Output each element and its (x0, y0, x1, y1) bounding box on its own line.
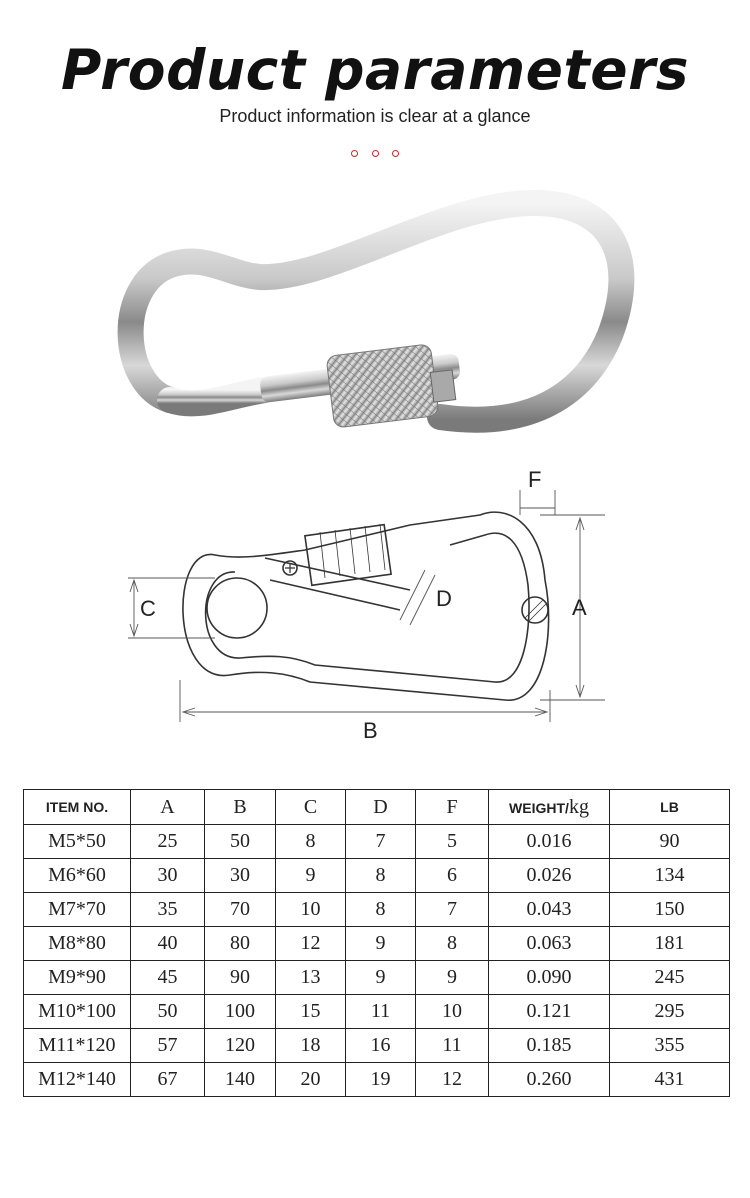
table-row (24, 825, 730, 859)
header-item: ITEM NO. (24, 790, 131, 825)
cell-b: 140 (205, 1063, 276, 1097)
header-a: A (131, 790, 205, 825)
decorative-dots (351, 150, 399, 160)
outline-outer (183, 512, 549, 700)
cell-d: 8 (346, 893, 416, 927)
cell-d: 16 (346, 1029, 416, 1063)
knurled-sleeve (326, 344, 439, 428)
cell-a: 45 (131, 961, 205, 995)
cell-weight: 0.185 (489, 1029, 610, 1063)
cell-weight: 0.026 (489, 859, 610, 893)
cell-lb: 295 (610, 995, 730, 1029)
cell-d: 8 (346, 859, 416, 893)
outline-inner (206, 533, 529, 682)
cell-f: 9 (416, 961, 489, 995)
cell-weight: 0.063 (489, 927, 610, 961)
label-a: A (572, 595, 587, 620)
dot-icon (351, 150, 358, 157)
cell-c: 10 (276, 893, 346, 927)
cell-c: 8 (276, 825, 346, 859)
header-c: C (276, 790, 346, 825)
table-row (24, 995, 730, 1029)
cell-lb: 134 (610, 859, 730, 893)
cell-d: 9 (346, 927, 416, 961)
cell-a: 50 (131, 995, 205, 1029)
cell-c: 9 (276, 859, 346, 893)
cell-item: M6*60 (24, 859, 131, 893)
cell-b: 70 (205, 893, 276, 927)
header-weight (489, 790, 610, 825)
cell-b: 80 (205, 927, 276, 961)
cell-f: 6 (416, 859, 489, 893)
dimension-diagram (110, 460, 630, 750)
cell-b: 120 (205, 1029, 276, 1063)
table-row (24, 1063, 730, 1097)
cell-lb: 90 (610, 825, 730, 859)
cell-c: 12 (276, 927, 346, 961)
cell-a: 67 (131, 1063, 205, 1097)
header-f: F (416, 790, 489, 825)
cell-item: M11*120 (24, 1029, 131, 1063)
cell-c: 18 (276, 1029, 346, 1063)
header-weight-label: WEIGHT/ (509, 799, 569, 816)
cell-weight: 0.260 (489, 1063, 610, 1097)
cell-f: 12 (416, 1063, 489, 1097)
header-weight-unit: kg (568, 795, 589, 818)
cell-weight: 0.043 (489, 893, 610, 927)
cell-f: 11 (416, 1029, 489, 1063)
cell-a: 30 (131, 859, 205, 893)
cell-b: 100 (205, 995, 276, 1029)
cell-d: 7 (346, 825, 416, 859)
cell-d: 11 (346, 995, 416, 1029)
cell-a: 57 (131, 1029, 205, 1063)
cell-c: 15 (276, 995, 346, 1029)
product-photo (110, 185, 650, 455)
page-title: Product parameters (61, 38, 689, 102)
cell-c: 20 (276, 1063, 346, 1097)
cell-lb: 181 (610, 927, 730, 961)
cell-lb: 150 (610, 893, 730, 927)
gate (265, 558, 410, 610)
label-d: D (436, 586, 452, 611)
page-subtitle: Product information is clear at a glance (219, 106, 531, 126)
cell-weight: 0.121 (489, 995, 610, 1029)
cell-c: 13 (276, 961, 346, 995)
cell-d: 19 (346, 1063, 416, 1097)
header-d: D (346, 790, 416, 825)
dot-icon (372, 150, 379, 157)
cell-d: 9 (346, 961, 416, 995)
label-b: B (363, 718, 378, 743)
cell-b: 30 (205, 859, 276, 893)
table-row (24, 1029, 730, 1063)
table-row (24, 859, 730, 893)
cell-f: 7 (416, 893, 489, 927)
table-row (24, 927, 730, 961)
eye-circle (207, 578, 267, 638)
cell-a: 40 (131, 927, 205, 961)
cell-item: M5*50 (24, 825, 131, 859)
cell-a: 35 (131, 893, 205, 927)
header-lb: LB (610, 790, 730, 825)
cell-b: 90 (205, 961, 276, 995)
cell-lb: 431 (610, 1063, 730, 1097)
table-row (24, 893, 730, 927)
cell-item: M10*100 (24, 995, 131, 1029)
cell-item: M12*140 (24, 1063, 131, 1097)
spec-table (23, 789, 730, 1097)
label-c: C (140, 596, 156, 621)
cell-lb: 245 (610, 961, 730, 995)
cell-weight: 0.016 (489, 825, 610, 859)
table-header-row (24, 790, 730, 825)
cell-item: M8*80 (24, 927, 131, 961)
cell-f: 10 (416, 995, 489, 1029)
cell-f: 5 (416, 825, 489, 859)
dot-icon (392, 150, 399, 157)
table-row (24, 961, 730, 995)
cell-f: 8 (416, 927, 489, 961)
cell-weight: 0.090 (489, 961, 610, 995)
cell-item: M9*90 (24, 961, 131, 995)
cell-item: M7*70 (24, 893, 131, 927)
label-f: F (528, 467, 542, 492)
cell-lb: 355 (610, 1029, 730, 1063)
cell-b: 50 (205, 825, 276, 859)
cell-a: 25 (131, 825, 205, 859)
header-b: B (205, 790, 276, 825)
